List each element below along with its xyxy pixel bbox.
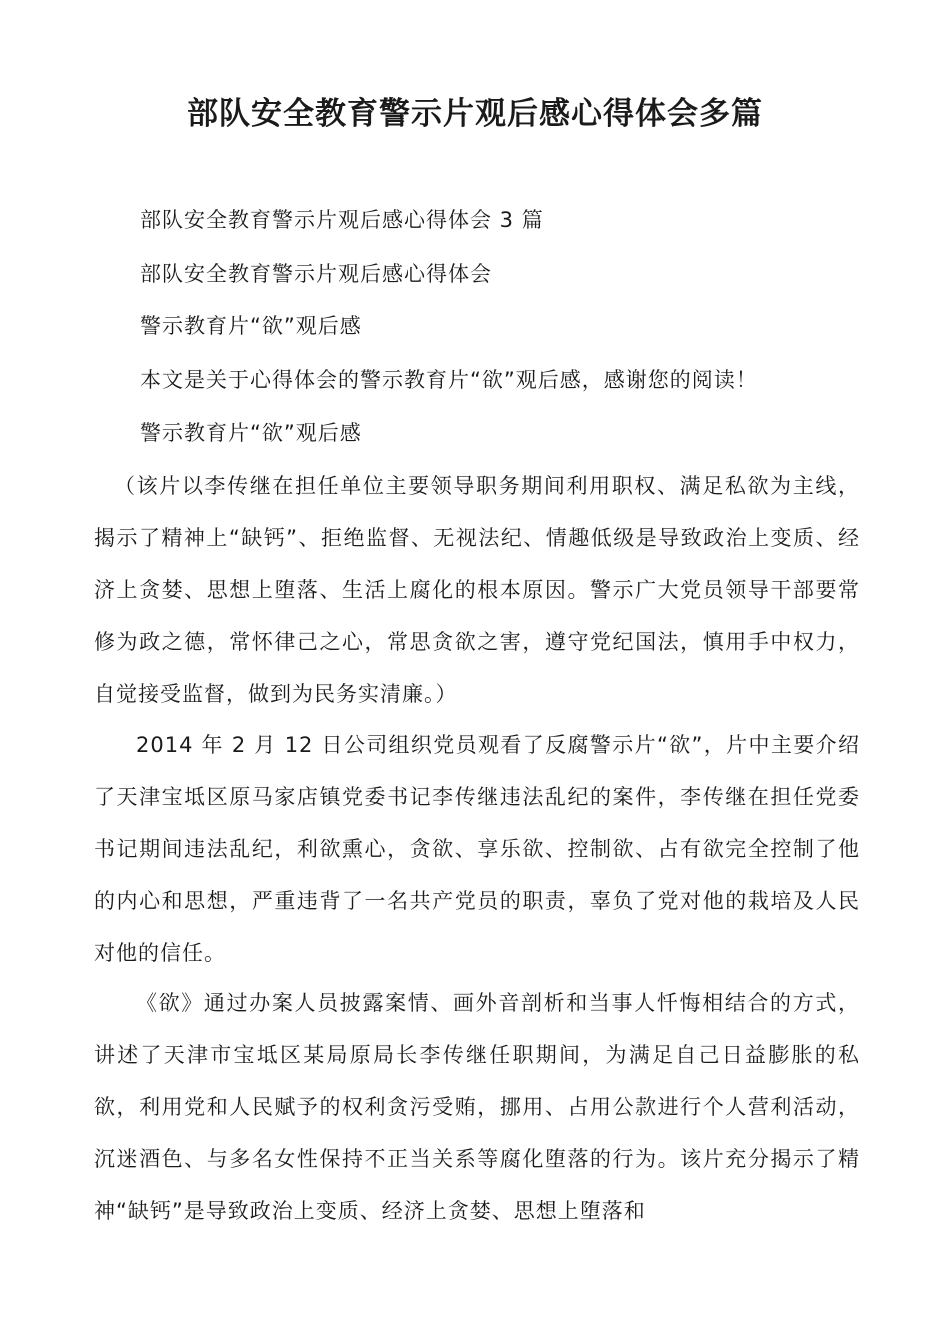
subtitle-line: 警示教育片“欲”观后感 [140, 314, 362, 338]
body-paragraph: 2014 年 2 月 12 日公司组织党员观看了反腐警示片“欲”，片中主要介绍了天津宝坻区原马家店镇党委书记李传继违法乱纪的案件，李传继在担任党委书记期间违法乱纪，利欲熏心，贪欲、享乐欲、控制欲、占有欲完全控制了他的内心和思想，严重违背了一名共产党员的职责，辜负了党对他的栽培及人民对他的信任。 [94, 733, 860, 965]
subtitle-line: 部队安全教育警示片观后感心得体会 [140, 262, 492, 286]
subtitle-line: 部队安全教育警示片观后感心得体会 3 篇 [140, 208, 544, 232]
intro-line: 本文是关于心得体会的警示教育片“欲”观后感，感谢您的阅读！ [140, 368, 758, 392]
subtitle-line: 警示教育片“欲”观后感 [140, 421, 362, 445]
body-paragraph: 《欲》通过办案人员披露案情、画外音剖析和当事人忏悔相结合的方式，讲述了天津市宝坻区某局原局长李传继任职期间，为满足自己日益膨胀的私欲，利用党和人民赋予的权利贪污受贿，挪用、占用公款进行个人营利活动，沉迷酒色、与多名女性保持不正当关系等腐化堕落的行为。该片充分揭示了精神“缺钙”是导致政治上变质、经济上贪婪、思想上堕落和 [94, 991, 860, 1223]
document-title: 部队安全教育警示片观后感心得体会多篇 [187, 96, 763, 132]
body-paragraph: （该片以李传继在担任单位主要领导职务期间利用职权、满足私欲为主线，揭示了精神上“缺钙”、拒绝监督、无视法纪、情趣低级是导致政治上变质、经济上贪婪、思想上堕落、生活上腐化的根本原因。警示广大党员领导干部要常修为政之德，常怀律己之心，常思贪欲之害，遵守党纪国法，慎用手中权力，自觉接受监督，做到为民务实清廉。） [94, 474, 860, 706]
